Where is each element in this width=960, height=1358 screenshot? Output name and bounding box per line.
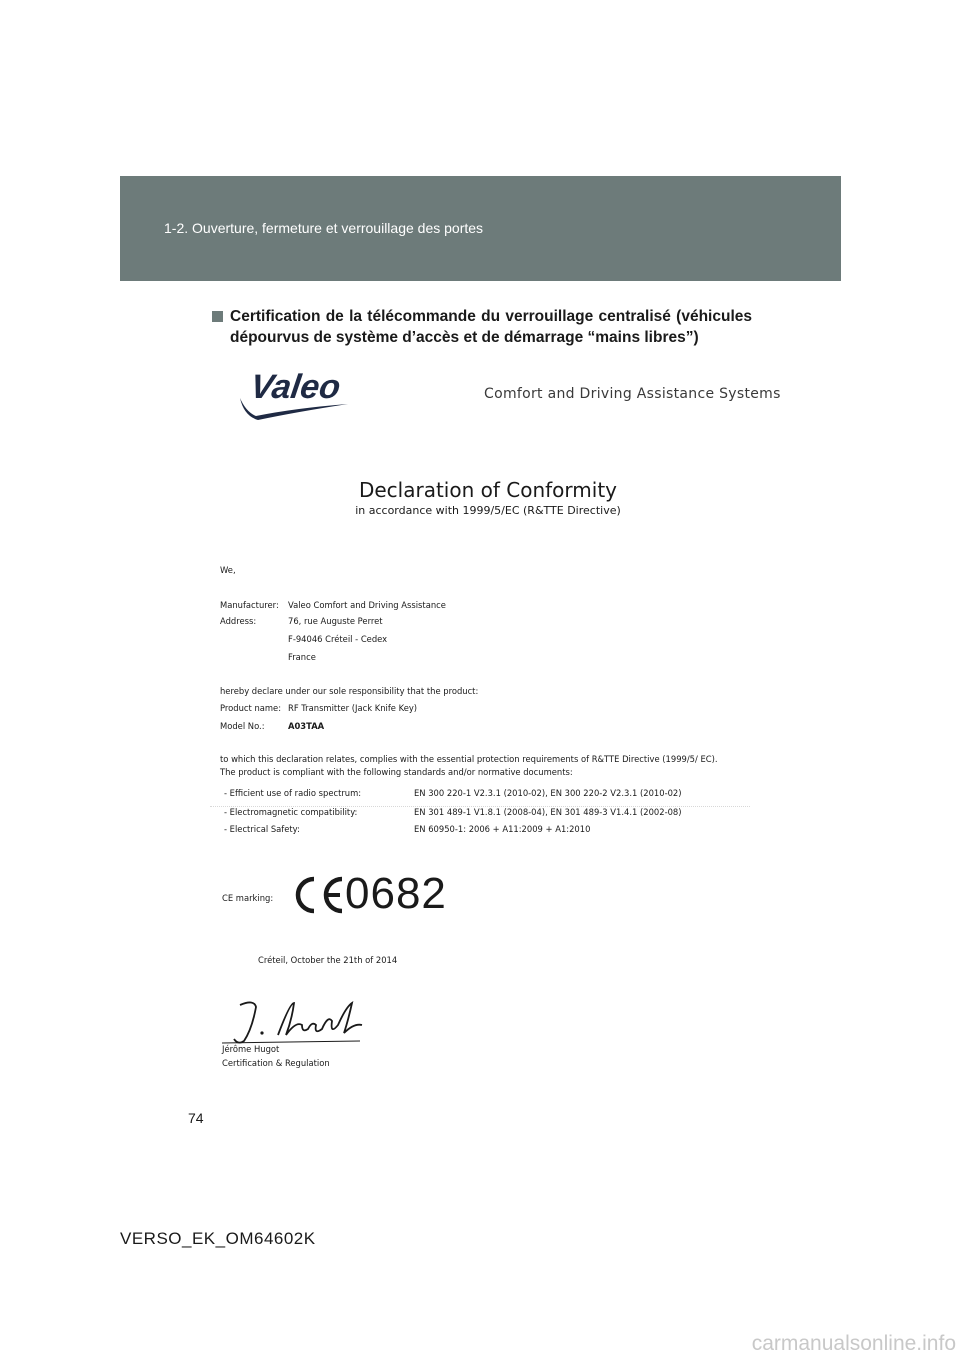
section-heading: [212, 306, 752, 348]
standard-label: - Electromagnetic compatibility:: [224, 807, 358, 817]
valeo-logo: [236, 364, 352, 422]
chapter-header-band: [120, 176, 841, 281]
address-line-3: France: [288, 652, 316, 662]
section-heading-line-2: dépourvus de système d’accès et de démarrage “mains libres”): [230, 329, 699, 346]
declaration-title: Declaration of Conformity: [358, 478, 618, 502]
address-line-2: F-94046 Créteil - Cedex: [288, 634, 388, 644]
section-heading-line-1: Certification de la télécommande du verrouillage centralisé (véhicules: [230, 308, 752, 325]
company-tagline: Comfort and Driving Assistance Systems: [484, 386, 781, 402]
page-number: 74: [188, 1110, 204, 1126]
signer-title: Certification & Regulation: [222, 1058, 330, 1068]
chapter-breadcrumb: 1-2. Ouverture, fermeture et verrouillage des portes: [164, 220, 484, 236]
standard-value: EN 300 220-1 V2.3.1 (2010-02), EN 300 220-2 V2.3.1 (2010-02): [414, 788, 682, 798]
watermark: carmanualsonline.info: [751, 1332, 956, 1355]
model-value: A03TAA: [288, 721, 325, 731]
place-date: Créteil, October the 21th of 2014: [258, 955, 398, 965]
ce-notified-body-number: 0682: [345, 869, 447, 918]
model-label: Model No.:: [220, 721, 265, 731]
address-label: Address:: [220, 616, 257, 626]
standard-value: EN 301 489-1 V1.8.1 (2008-04), EN 301 489-3 V1.4.1 (2002-08): [414, 807, 682, 817]
signature: [220, 995, 370, 1051]
signer-name: Jérôme Hugot: [222, 1044, 280, 1054]
relates-line-1: to which this declaration relates, complies with the essential protection requirements of R&TTE Directive (1999/5/ EC).: [220, 754, 718, 764]
manufacturer-label: Manufacturer:: [220, 600, 279, 610]
address-line-1: 76, rue Auguste Perret: [288, 616, 383, 626]
ce-marking-label: CE marking:: [222, 893, 274, 903]
document-code: VERSO_EK_OM64602K: [120, 1229, 316, 1248]
standard-label: - Efficient use of radio spectrum:: [224, 788, 362, 798]
product-value: RF Transmitter (Jack Knife Key): [288, 703, 418, 713]
standard-label: - Electrical Safety:: [224, 824, 300, 834]
ce-mark-icon: [292, 873, 352, 917]
declare-text: hereby declare under our sole responsibility that the product:: [220, 686, 479, 696]
svg-text:Valeo: Valeo: [248, 368, 343, 406]
manufacturer-value: Valeo Comfort and Driving Assistance: [288, 600, 446, 610]
relates-line-2: The product is compliant with the following standards and/or normative documents:: [220, 767, 573, 777]
square-bullet-icon: [212, 311, 223, 322]
declaration-subtitle: in accordance with 1999/5/EC (R&TTE Directive): [355, 504, 621, 517]
product-label: Product name:: [220, 703, 282, 713]
we-text: We,: [220, 565, 236, 575]
standard-value: EN 60950-1: 2006 + A11:2009 + A1:2010: [414, 824, 591, 834]
